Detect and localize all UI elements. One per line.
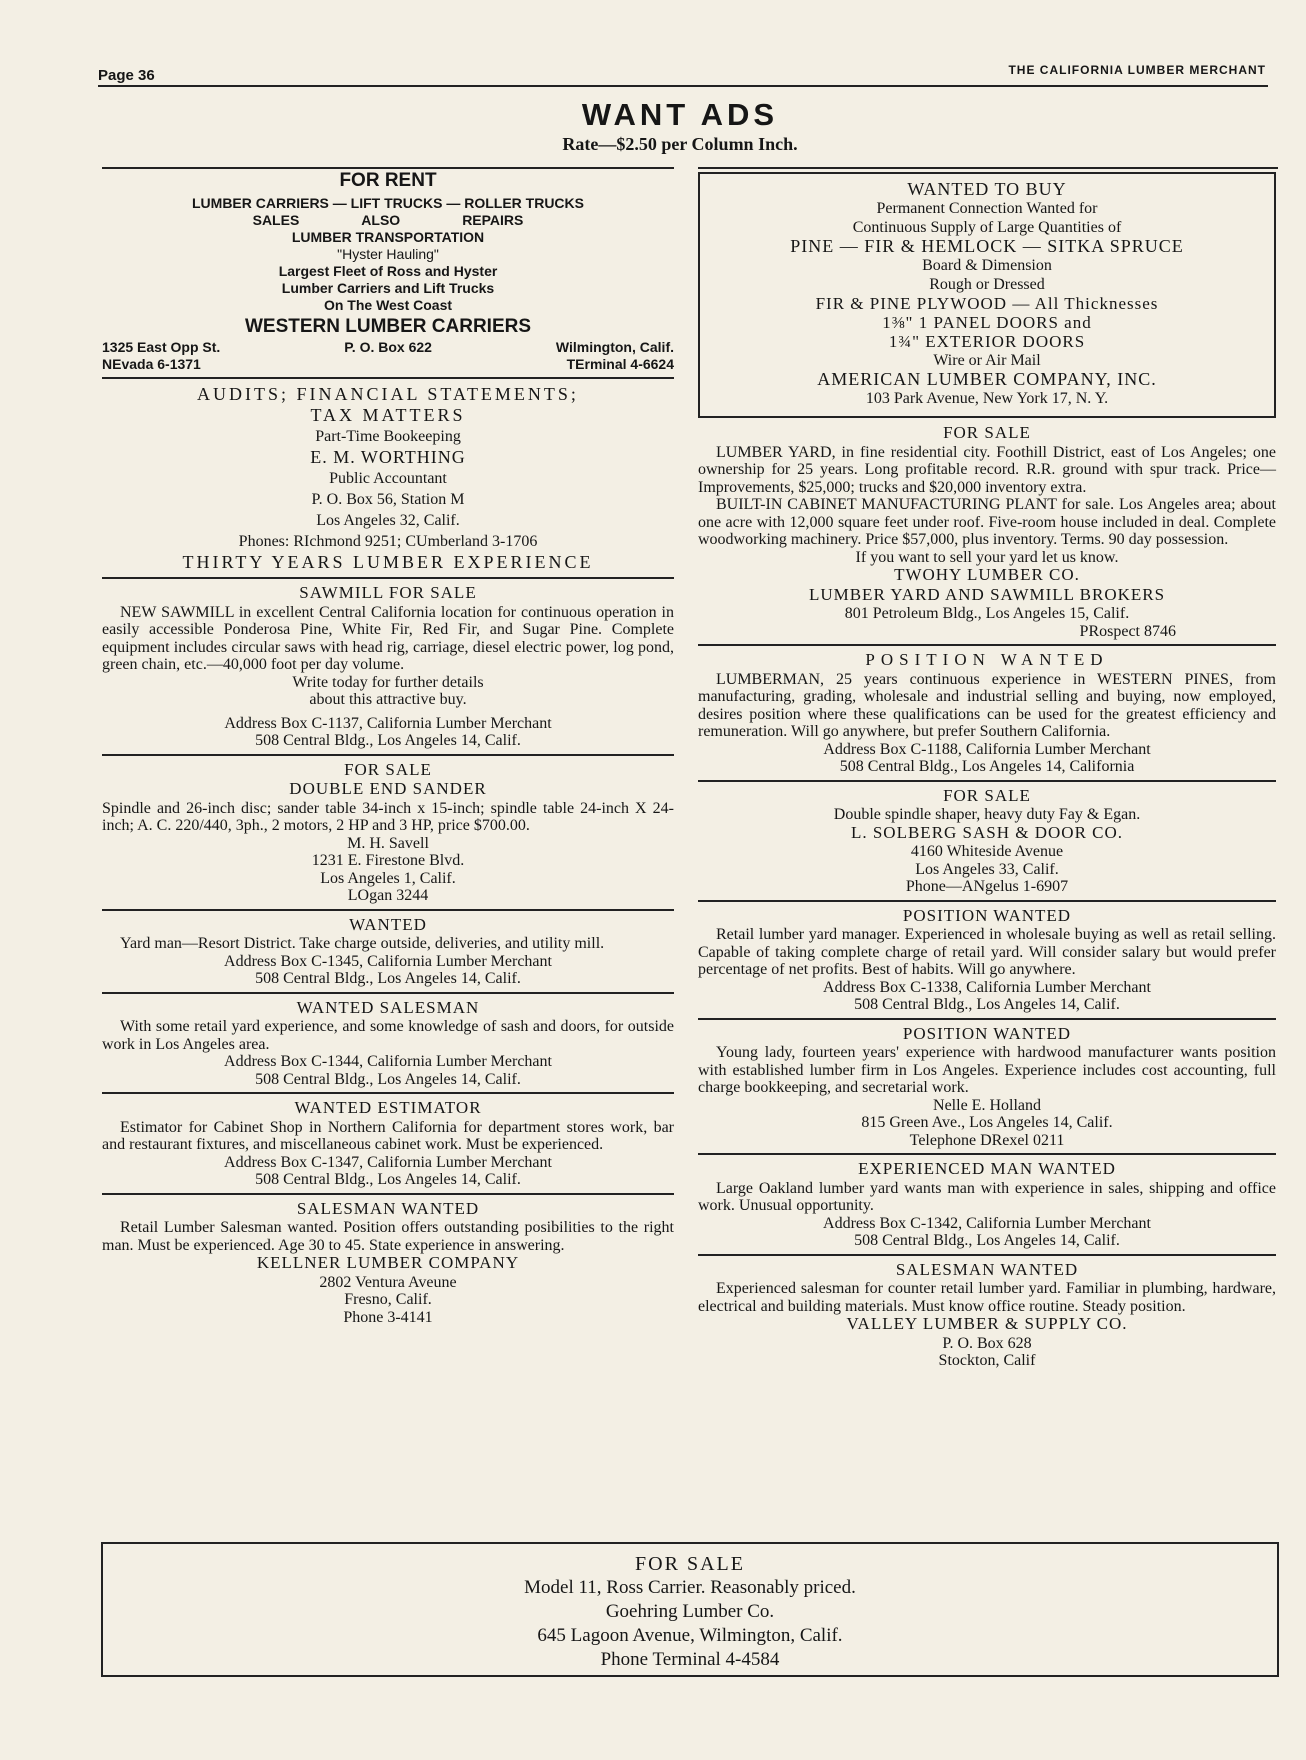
ad-body: Estimator for Cabinet Shop in Northern California for department stores work, bar and restaurant fixtures, and miscellaneous cabinet work. Must be experienced. [102, 1118, 674, 1153]
ad-line: Phones: RIchmond 9251; CUmberland 3-1706 [238, 533, 538, 550]
ad-title: POSITION WANTED [902, 905, 1072, 925]
ad-line: On The West Coast [323, 297, 453, 313]
ad-line: TErminal 4-6624 [566, 356, 674, 372]
ad-position-wanted-2 [698, 907, 1276, 1014]
ad-title: FOR SALE [635, 1553, 745, 1575]
ad-title: SALESMAN WANTED [895, 1259, 1079, 1279]
ad-wanted-estimator [102, 1099, 674, 1189]
ad-line: Address Box C-1338, California Lumber Merchant [823, 978, 1151, 996]
ad-line: 1⅜" 1 PANEL DOORS and [882, 313, 1092, 332]
ad-separator [698, 644, 1276, 646]
ad-line: THIRTY YEARS LUMBER EXPERIENCE [182, 552, 594, 572]
ad-separator [698, 1018, 1276, 1020]
ad-bottom-for-sale [101, 1542, 1279, 1677]
ad-address-row [102, 339, 674, 373]
ad-body: Yard man—Resort District. Take charge outside, deliveries, and utility mill. [120, 935, 605, 952]
ad-line: 508 Central Bldg., Los Angeles 14, Calif. [255, 970, 521, 987]
ad-line: 815 Green Ave., Los Angeles 14, Calif. [861, 1114, 1113, 1131]
ad-separator [698, 900, 1276, 902]
ad-line: 508 Central Bldg., Los Angeles 14, Calif. [255, 1171, 521, 1188]
ad-line: Address Box C-1347, California Lumber Merchant [224, 1153, 552, 1171]
ad-body: With some retail yard experience, and some knowledge of sash and doors, for outside work in Los Angeles area. [102, 1018, 674, 1053]
page-title: WANT ADS [581, 97, 779, 132]
ad-body: Retail Lumber Salesman wanted. Position offers outstanding posibilities to the right man. Must be experienced. Age 30 to 45. State experience in answering. [102, 1219, 674, 1254]
ad-body: LUMBER YARD, in fine residential city. Foothill District, east of Los Angeles; one ownership for 25 years. Long profitable record. R.R. ground with spur track. Price—Improvements, $25,000; trucks and $20,000 inventory extra. [698, 443, 1276, 496]
right-column-rule [698, 167, 1278, 169]
ad-experienced-man [698, 1160, 1276, 1250]
ad-line: NEvada 6-1371 [102, 356, 201, 372]
ad-line: 2802 Ventura Aveune [319, 1273, 457, 1291]
ad-line: Phone—ANgelus 1-6907 [905, 878, 1069, 895]
ad-wanted-to-buy [698, 172, 1276, 418]
ad-line: 508 Central Bldg., Los Angeles 14, Calif. [854, 996, 1120, 1013]
ad-line: Rough or Dressed [929, 276, 1045, 293]
ad-company: AMERICAN LUMBER COMPANY, INC. [817, 369, 1157, 389]
ad-separator [102, 754, 674, 756]
left-column [102, 172, 674, 1326]
ad-line: LUMBER CARRIERS — LIFT TRUCKS — ROLLER TRUCKS [192, 195, 584, 211]
ad-company: L. SOLBERG SASH & DOOR CO. [850, 822, 1124, 842]
ad-line: Los Angeles 1, Calif. [320, 869, 456, 887]
ad-position-wanted-3 [698, 1025, 1276, 1150]
ad-line: Model 11, Ross Carrier. Reasonably priced. [524, 1577, 856, 1598]
ad-line-row [102, 212, 674, 229]
ad-line: Largest Fleet of Ross and Hyster [278, 263, 498, 279]
publication-name: THE CALIFORNIA LUMBER MERCHANT [1008, 63, 1266, 77]
ad-line: 4160 Whiteside Avenue [910, 843, 1064, 860]
ad-title: EXPERIENCED MAN WANTED [858, 1159, 1116, 1178]
ad-line: E. M. WORTHING [310, 447, 466, 467]
ad-body: Large Oakland lumber yard wants man with experience in sales, shipping and office work. Unusual opportunity. [698, 1179, 1276, 1214]
ad-separator [102, 1092, 674, 1094]
ad-salesman-wanted-2 [698, 1261, 1276, 1370]
ad-line: Telephone DRexel 0211 [909, 1131, 1065, 1149]
ad-title: FOR RENT [339, 170, 437, 191]
ad-line: Fresno, Calif. [344, 1291, 432, 1308]
ad-separator [698, 1254, 1276, 1256]
ad-title: FOR SALE [943, 423, 1031, 442]
left-column-rule [102, 167, 674, 169]
ad-salesman-wanted [102, 1200, 674, 1327]
ad-separator [102, 909, 674, 911]
ad-separator [102, 377, 674, 379]
ad-address-left [102, 339, 220, 373]
ad-address-right [556, 339, 674, 373]
ad-wanted [102, 916, 674, 988]
ad-separator [698, 780, 1276, 782]
ad-body: LUMBERMAN, 25 years continuous experience in WESTERN PINES, from manufacturing, grading, wholesale and industrial selling and buying, now employed, desires position where these qualifications can be used for the greatest efficiency and remuneration. Will go anywhere, but prefer Southern California. [698, 670, 1276, 740]
ad-line: 801 Petroleum Bldg., Los Angeles 15, Calif. [844, 605, 1130, 622]
ad-company: TWOHY LUMBER CO. [894, 565, 1080, 584]
ad-title: WANTED SALESMAN [296, 997, 480, 1017]
page-number: Page 36 [98, 67, 155, 84]
ad-body: Young lady, fourteen years' experience with hardwood manufacturer wants position with established lumber firm in Los Angeles. Experience includes cost accounting, full charge bookkeeping, and secretarial work. [698, 1044, 1276, 1096]
ad-address-mid [344, 339, 432, 373]
ad-line: Nelle E. Holland [933, 1096, 1041, 1114]
ad-lumber-yard [698, 424, 1276, 640]
ad-line: Phone Terminal 4-4584 [600, 1649, 780, 1670]
ad-company: Goehring Lumber Co. [605, 1601, 775, 1622]
ad-wanted-salesman [102, 999, 674, 1089]
ad-line: LUMBER YARD AND SAWMILL BROKERS [808, 584, 1166, 604]
ad-subtitle: DOUBLE END SANDER [289, 779, 487, 798]
ad-line: Lumber Carriers and Lift Trucks [281, 280, 495, 296]
ad-line: PINE — FIR & HEMLOCK — SITKA SPRUCE [790, 236, 1184, 256]
ad-line: 1325 East Opp St. [102, 339, 221, 355]
ad-line: 1231 E. Firestone Blvd. [311, 852, 465, 869]
ad-line: 508 Central Bldg., Los Angeles 14, Calif. [255, 732, 521, 749]
ad-line: Public Accountant [329, 470, 447, 487]
right-column [698, 172, 1276, 1370]
ad-line: P. O. Box 622 [344, 339, 432, 355]
ad-line: Address Box C-1345, California Lumber Merchant [224, 952, 552, 970]
ad-company: VALLEY LUMBER & SUPPLY CO. [846, 1314, 1128, 1333]
ad-line: REPAIRS [462, 212, 524, 228]
ad-title: SALESMAN WANTED [296, 1198, 480, 1218]
ad-body: NEW SAWMILL in excellent Central California location for continuous operation in easily accessible Ponderosa Pine, White Fir, Red Fir, and Sugar Pine. Complete equipment includes circular saws with head rig, carriage, diesel electric power, log pond, green chain, etc.—40,000 foot per day volume. [102, 603, 674, 673]
ad-line: Phone 3-4141 [343, 1308, 433, 1326]
ad-line: 508 Central Bldg., Los Angeles 14, Calif. [854, 1232, 1120, 1249]
ad-line: Stockton, Calif [938, 1352, 1036, 1369]
ad-line: If you want to sell your yard let us know. [855, 548, 1119, 566]
ad-title: FOR SALE [943, 785, 1031, 805]
ad-position-wanted-1 [698, 651, 1276, 776]
ad-line: "Hyster Hauling" [337, 246, 439, 262]
ad-title: AUDITS; FINANCIAL STATEMENTS; [197, 384, 579, 404]
ad-line: Continuous Supply of Large Quantities of [852, 219, 1122, 236]
ad-line: P. O. Box 56, Station M [311, 491, 465, 508]
ad-title: WANTED TO BUY [907, 179, 1067, 199]
ad-shaper [698, 787, 1276, 896]
ad-line: 645 Lagoon Avenue, Wilmington, Calif. [537, 1625, 843, 1646]
ad-line: about this attractive buy. [309, 691, 467, 708]
ad-title: WANTED [349, 914, 427, 934]
ad-line: LOgan 3244 [347, 887, 429, 904]
ad-line: ALSO [361, 212, 401, 228]
ad-line: PRospect 8746 [1079, 622, 1176, 640]
ad-line: Address Box C-1344, California Lumber Merchant [224, 1053, 552, 1070]
ad-body: Spindle and 26-inch disc; sander table 34-inch x 15-inch; spindle table 24-inch X 24-inch; A. C. 220/440, 3ph., 2 motors, 2 HP and 3 HP, price $700.00. [102, 799, 674, 834]
ad-line: P. O. Box 628 [942, 1334, 1032, 1352]
ad-title: WANTED ESTIMATOR [294, 1098, 482, 1117]
ad-line: Los Angeles 33, Calif. [915, 860, 1059, 878]
ad-title: SAWMILL FOR SALE [299, 583, 477, 602]
ad-separator [102, 577, 674, 579]
ad-body: Retail lumber yard manager. Experienced in wholesale buying as well as retail selling. Capable of taking complete charge of retail yard. Will consider salary but would prefer percentage of net profits. Best of habits. Will go anywhere. [698, 926, 1276, 978]
ad-title: POSITION WANTED [865, 650, 1109, 669]
ad-line: Wire or Air Mail [933, 352, 1041, 369]
ad-line: Los Angeles 32, Calif. [316, 512, 460, 529]
ad-body: BUILT-IN CABINET MANUFACTURING PLANT for sale. Los Angeles area; about one acre with 12,000 square feet under roof. Five-room house included in deal. Complete woodworking machinery. Price $57,000, plus inventory. Terms. 90 day possession. [698, 496, 1276, 548]
ad-line: Double spindle shaper, heavy duty Fay & Egan. [833, 806, 1141, 823]
ad-line: Permanent Connection Wanted for [876, 200, 1098, 217]
header-rule [98, 85, 1268, 87]
ad-separator [102, 1193, 674, 1195]
ad-body: Experienced salesman for counter retail lumber yard. Familiar in plumbing, hardware, electrical and building materials. Must know office routine. Steady position. [698, 1280, 1276, 1315]
ad-separator [698, 1153, 1276, 1155]
ad-line: 1¾" EXTERIOR DOORS [888, 332, 1086, 351]
ad-sander [102, 761, 674, 905]
ad-line: Address Box C-1188, California Lumber Merchant [823, 740, 1151, 758]
ad-line: Part-Time Bookeeping [315, 428, 461, 445]
ad-line: Wilmington, Calif. [555, 339, 674, 355]
ad-sawmill [102, 584, 674, 750]
ad-for-rent [102, 172, 674, 373]
ad-line: M. H. Savell [347, 834, 429, 852]
ad-line: Address Box C-1137, California Lumber Merchant [224, 714, 552, 732]
ad-title: FOR SALE [344, 759, 432, 779]
ad-line: Address Box C-1342, California Lumber Merchant [823, 1214, 1151, 1232]
ad-line: 103 Park Avenue, New York 17, N. Y. [865, 390, 1109, 407]
ad-company: KELLNER LUMBER COMPANY [256, 1253, 520, 1272]
ad-separator [102, 992, 674, 994]
ad-line: Board & Dimension [922, 257, 1052, 274]
ad-line: SALES [252, 212, 300, 228]
ad-line: LUMBER TRANSPORTATION [291, 229, 485, 245]
ad-company: WESTERN LUMBER CARRIERS [244, 316, 532, 337]
ad-audits [102, 384, 674, 573]
rate-line: Rate—$2.50 per Column Inch. [562, 134, 798, 154]
ad-line: TAX MATTERS [310, 405, 466, 425]
ad-line: Write today for further details [292, 673, 484, 691]
ad-line: 508 Central Bldg., Los Angeles 14, Calif. [255, 1070, 521, 1088]
ad-title: POSITION WANTED [902, 1023, 1072, 1043]
ad-line: 508 Central Bldg., Los Angeles 14, California [839, 758, 1135, 775]
ad-line: FIR & PINE PLYWOOD — All Thicknesses [815, 294, 1159, 313]
